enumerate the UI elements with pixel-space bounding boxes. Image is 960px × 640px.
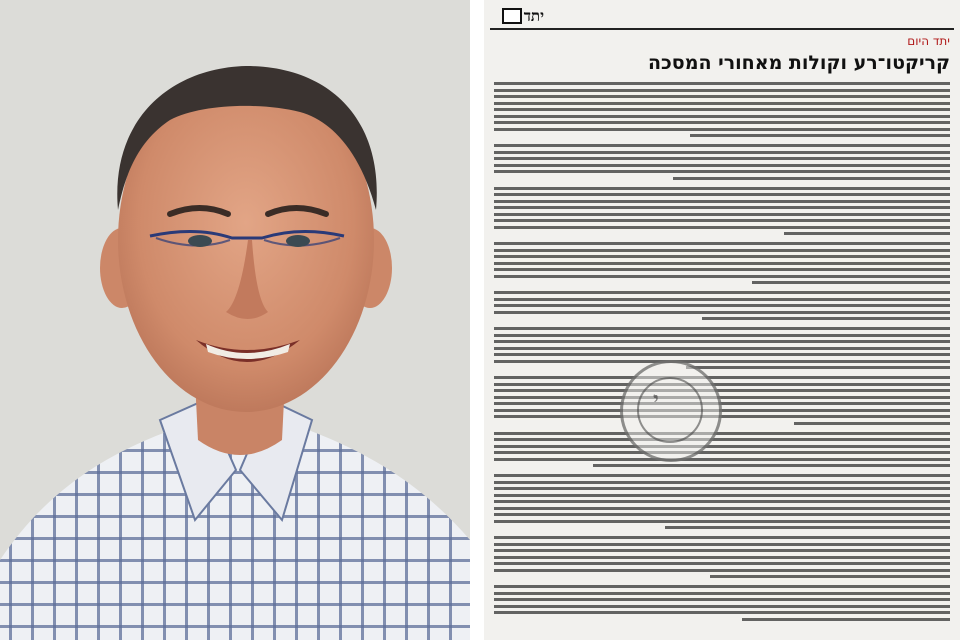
text-line xyxy=(794,422,951,425)
text-line xyxy=(494,298,950,301)
text-line xyxy=(494,164,950,167)
stamp-mark: י xyxy=(653,387,659,413)
text-line xyxy=(752,281,950,284)
text-line xyxy=(494,598,950,601)
text-line xyxy=(494,438,950,441)
portrait-photo xyxy=(0,0,470,640)
article-paragraph xyxy=(494,291,950,320)
text-line xyxy=(494,549,950,552)
article-paragraph xyxy=(494,187,950,236)
text-line xyxy=(494,108,950,111)
divider xyxy=(470,0,484,640)
text-line xyxy=(494,562,950,565)
text-line xyxy=(494,242,950,245)
text-line xyxy=(494,396,950,399)
text-line xyxy=(494,451,950,454)
text-line xyxy=(494,157,950,160)
text-line xyxy=(494,200,950,203)
text-line xyxy=(702,317,950,320)
text-line xyxy=(593,464,950,467)
text-line xyxy=(494,513,950,516)
stamp-ring xyxy=(637,377,703,443)
text-line xyxy=(494,507,950,510)
text-line xyxy=(494,115,950,118)
article-paragraph xyxy=(494,536,950,578)
text-line xyxy=(673,177,950,180)
newspaper-clipping xyxy=(484,0,960,640)
text-line xyxy=(494,500,950,503)
text-line xyxy=(710,575,950,578)
text-line xyxy=(494,187,950,190)
text-line xyxy=(494,193,950,196)
text-line xyxy=(494,121,950,124)
text-line xyxy=(494,170,950,173)
text-line xyxy=(494,360,950,363)
text-line xyxy=(494,520,950,523)
article-body xyxy=(494,82,950,640)
article-paragraph xyxy=(494,144,950,180)
text-line xyxy=(494,458,950,461)
text-line xyxy=(494,445,950,448)
text-line xyxy=(494,432,950,435)
text-line xyxy=(784,232,950,235)
text-line xyxy=(742,618,950,621)
text-line xyxy=(494,311,950,314)
text-line xyxy=(494,89,950,92)
text-line xyxy=(494,213,950,216)
text-line xyxy=(494,402,950,405)
text-line xyxy=(494,585,950,588)
text-line xyxy=(494,262,950,265)
watermark-stamp-icon xyxy=(620,360,722,462)
text-line xyxy=(494,226,950,229)
article-paragraph xyxy=(494,432,950,468)
text-line xyxy=(494,275,950,278)
text-line xyxy=(494,128,950,131)
text-line xyxy=(494,611,950,614)
text-line xyxy=(494,409,950,412)
text-line xyxy=(690,134,950,137)
text-line xyxy=(494,291,950,294)
article-paragraph xyxy=(494,82,950,137)
text-line xyxy=(494,383,950,386)
text-line xyxy=(494,481,950,484)
text-line xyxy=(494,334,950,337)
text-line xyxy=(494,569,950,572)
masthead xyxy=(490,6,954,30)
text-line xyxy=(494,304,950,307)
text-line xyxy=(686,366,950,369)
text-line xyxy=(494,82,950,85)
article-paragraph xyxy=(494,585,950,621)
text-line xyxy=(494,95,950,98)
text-line xyxy=(665,526,950,529)
text-line xyxy=(494,592,950,595)
text-line xyxy=(494,376,950,379)
text-line xyxy=(494,347,950,350)
text-line xyxy=(494,249,950,252)
text-line xyxy=(494,340,950,343)
text-line xyxy=(494,556,950,559)
text-line xyxy=(494,536,950,539)
text-line xyxy=(494,487,950,490)
section-label: יתד היום xyxy=(907,34,950,48)
text-line xyxy=(494,543,950,546)
headline: קריקטו־רע וקולות מאחורי המסכה xyxy=(647,52,950,74)
text-line xyxy=(494,151,950,154)
text-line xyxy=(494,389,950,392)
text-line xyxy=(494,255,950,258)
article-paragraph xyxy=(494,242,950,284)
text-line xyxy=(494,102,950,105)
text-line xyxy=(494,474,950,477)
text-line xyxy=(494,219,950,222)
text-line xyxy=(494,415,950,418)
article-paragraph xyxy=(494,474,950,529)
text-line xyxy=(494,206,950,209)
text-line xyxy=(494,327,950,330)
text-line xyxy=(494,144,950,147)
logo-text: יתד xyxy=(523,7,544,25)
text-line xyxy=(494,353,950,356)
text-line xyxy=(494,494,950,497)
text-line xyxy=(494,268,950,271)
text-line xyxy=(494,605,950,608)
newspaper-logo xyxy=(496,6,544,26)
article-paragraph xyxy=(494,327,950,369)
logo-box xyxy=(502,8,522,24)
article-paragraph xyxy=(494,376,950,425)
